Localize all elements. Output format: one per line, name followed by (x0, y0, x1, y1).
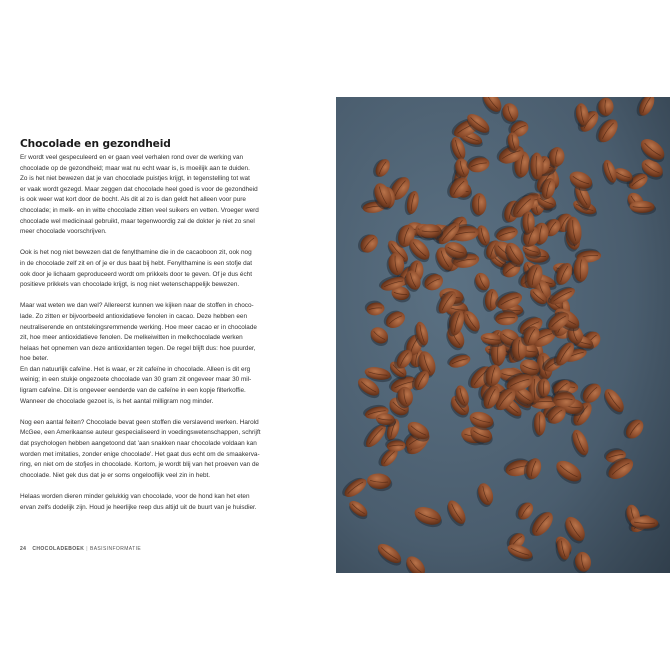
text-line: ring, en niet om de stofjes in chocolade. Kortom, je wordt blij van het proeven van de (20, 461, 260, 469)
text-line: lade. Zo zitten er bijvoorbeeld antioxidatieve fenolen in cacao. Deze hebben een (20, 312, 248, 320)
text-line: Helaas worden dieren minder gelukkig van chocolade, voor de hond kan het eten (20, 493, 250, 500)
text-line: weinig; in een stukje ongezoete chocolade van 30 gram zit ongeveer maar 30 mil- (20, 376, 252, 384)
text-line: meer chocolade voorschrijven. (20, 228, 107, 236)
text-line: chocolade; in melk- en in witte chocolade zitten veel suikers en vetten. Vroeger werd (20, 206, 259, 214)
text-line: in de chocolade zelf zit en of je er dus baat bij hebt. Fenylthamine is een stofje dat (20, 259, 252, 267)
article-paragraph (20, 301, 320, 407)
text-line: helaas het opnemen van deze antioxidanten tegen. De regel blijft dus: hoe puurder, (20, 344, 256, 352)
text-line: positieve prikkels van chocolade krijgt, is nog niet wetenschappelijk bewezen. (20, 281, 240, 289)
article-paragraph (20, 153, 320, 238)
text-line: Wanneer de chocolade gezoet is, is het aantal milligram nog minder. (20, 397, 214, 405)
footer-subsection: BASISINFORMATIE (89, 546, 142, 552)
text-line: chocolade. Niet gek dus dat je er soms ongelooflijk veel zin in hebt. (20, 471, 211, 479)
text-line: Er wordt veel gespeculeerd en er gaan veel verhalen rond over de werking van (20, 154, 244, 161)
text-line: Maar wat weten we dan wel? Allereerst kunnen we kijken naar de stoffen in choco- (20, 302, 254, 310)
article-body (20, 153, 320, 513)
text-line: ook door je lichaam geproduceerd wordt om prikkels door te geven. Of je dus écht (20, 270, 252, 278)
text-line: hoe beter. (20, 355, 49, 363)
footer-section: CHOCOLADEBOEK (32, 546, 85, 552)
text-line: zit, hoe meer antioxidatieve fenolen. De melkeiwitten in melkchocolade werken (20, 334, 243, 342)
article-paragraph (20, 492, 320, 513)
article-heading: Chocolade en gezondheid (20, 138, 171, 150)
footer-separator: | (86, 546, 88, 552)
article-paragraph (20, 248, 320, 290)
text-line: er vaak wordt gezegd. Maar zeggen dat chocolade heel goed is voor de gezondheid (20, 185, 258, 193)
text-line: Nog een aantal feiten? Chocolade bevat geen stoffen die verslavend werken. Harold (20, 418, 259, 426)
text-line: neutraliserende en ontstekingsremmende werking. Hoe meer cacao er in chocolade (20, 323, 257, 331)
text-line: dat psychologen hebben aangetoond dat 'aan snakken naar chocolade voldaan kan (20, 440, 257, 448)
text-line: is ook weer wat kort door de bocht. Als dit al zo is dan geldt het alleen voor pure (20, 196, 246, 204)
page-footer (20, 546, 141, 552)
text-line: En dan natuurlijk cafeïne. Het is waar, er zit cafeïne in chocolade. Alleen is dit erg (20, 365, 251, 373)
text-line: Ook is het nog niet bewezen dat de fenylthamine die in de cacaoboon zit, ook nog (20, 249, 252, 257)
cacao-beans-photo (336, 97, 670, 573)
text-line: ervan zelfs dodelijk zijn. Houd je heerlijke reep dus altijd uit de buurt van je huisdier. (20, 503, 257, 511)
text-line: McGee, een Amerikaanse auteur gespecialiseerd in voedingswetenschappen, schrijft (20, 429, 261, 437)
article-paragraph (20, 418, 320, 482)
page-number: 24 (20, 546, 27, 552)
text-line: chocolade op de gezondheid; maar wat nu echt waar is, is moeilijk aan te duiden. (20, 164, 250, 172)
article-column (20, 138, 320, 524)
text-line: ligram cafeïne. Dit is ongeveer eenderde van de cafeïne in een kopje filterkoffie. (20, 387, 246, 395)
text-line: Zo is het niet bewezen dat je van chocolade puistjes krijgt, in tegenstelling tot wat (20, 175, 250, 183)
text-line: chocolade wel medicinaal gebruikt, maar tegenwoordig zal de dokter je niet zo snel (20, 217, 255, 225)
text-line: worden met imitaties, zonder enige chocolade'. Het gaat dus echt om de smaakerva- (20, 450, 260, 458)
